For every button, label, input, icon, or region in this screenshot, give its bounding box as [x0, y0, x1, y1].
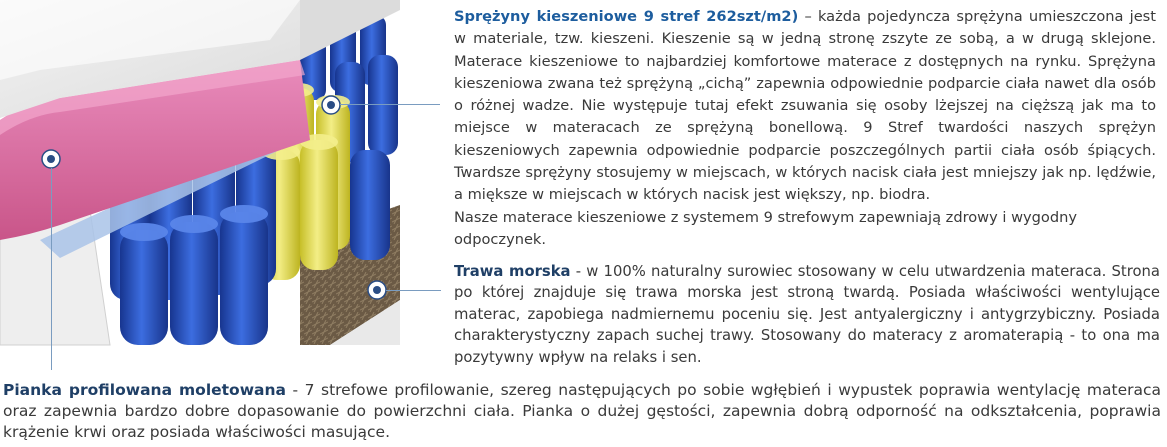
springs-body: – każda pojedyncza sprężyna umieszczona jest w materiale, tzw. kieszeni. Kieszenie są w jedną stronę zszyte ze sobą, a w drugą sklejone. Materace kieszeniowe to najbardziej komfortowe materace z dostępnych na rynku. Sprężyna kieszeniowa zwana też sprężyną „cichą” zapewnia odpowiednie podparcie ciała nawet dla osób o różnej wadze. Nie występuje tutaj efekt zsuwania się osoby lżejszej na cięższą jak ma to miejsce w materacach ze sprężyną bonellową. 9 Stref twardości naszych sprężyn kieszeniowych zapewnia odpowiednie podparcie poszczególnych partii ciała osób śpiących. Twardsze sprężyny stosujemy w miejscach, w których nacisk ciała jest mniejszy jak np. lędźwie, a miększe w miejscach w których nacisk jest większy, np. biodra. — [454, 8, 1156, 204]
springs-description — [454, 6, 1156, 251]
marker-springs-icon — [322, 96, 340, 114]
springs-summary: Nasze materace kieszeniowe z systemem 9 strefowym zapewniają zdrowy i wygodny odpoczynek. — [454, 208, 1078, 248]
seagrass-title: Trawa morska — [454, 263, 571, 280]
foam-title: Pianka profilowana moletowana — [3, 381, 286, 399]
foam-description — [3, 380, 1161, 443]
marker-seagrass-icon — [368, 281, 386, 299]
connector-foam — [51, 168, 52, 370]
connector-springs — [340, 104, 440, 105]
connector-seagrass — [386, 290, 441, 291]
seagrass-body: - w 100% naturalny surowiec stosowany w celu utwardzenia materaca. Strona po której znajduje się trawa morska jest stroną twardą. Posiada właściwości wentylujące materac, zapobiega nadmiernemu poceniu się. Jest antyalergiczny i antygrzybiczny. Posiada charakterystyczny zapach suchej trawy. Stosowany do materacy z aromaterapią - to ona ma pozytywny wpływ na relaks i sen. — [454, 263, 1160, 366]
springs-title: Sprężyny kieszeniowe 9 stref 262szt/m2) — [454, 8, 799, 25]
foam-body: - 7 strefowe profilowanie, szereg następujących po sobie wgłębień i wypustek poprawia wentylację materaca oraz zapewnia bardzo dobre dopasowanie do powierzchni ciała. Pianka o dużej gęstości, zapewnia dobrą odporność na odkształcenia, poprawia krążenie krwi oraz posiada właściwości masujące. — [3, 381, 1161, 441]
mattress-illustration — [0, 0, 400, 350]
marker-foam-icon — [42, 150, 60, 168]
seagrass-description — [454, 261, 1160, 368]
